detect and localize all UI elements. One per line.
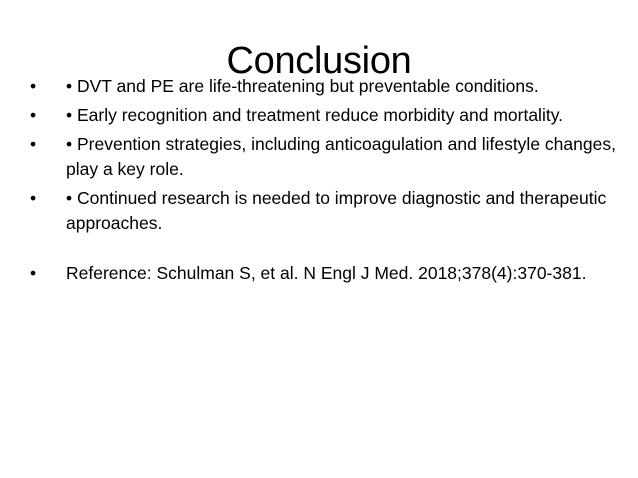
bullet-text: • Prevention strategies, including anticoagulation and lifestyle changes, play a key role.: [66, 134, 616, 179]
reference-item: [30, 261, 620, 286]
bullet-marker: •: [30, 105, 37, 125]
bullet-item: [30, 132, 620, 182]
bullet-list: [30, 74, 620, 290]
bullet-text: • Continued research is needed to improve diagnostic and therapeutic approaches.: [66, 188, 607, 233]
slide-title: Conclusion: [226, 40, 412, 82]
bullet-text: • Early recognition and treatment reduce morbidity and mortality.: [66, 105, 564, 125]
reference-text: Reference: Schulman S, et al. N Engl J Med. 2018;378(4):370-381.: [66, 263, 587, 283]
bullet-item: [30, 186, 620, 236]
bullet-item: [30, 103, 620, 128]
bullet-marker: •: [30, 134, 37, 154]
bullet-marker: •: [30, 76, 37, 96]
bullet-marker: •: [30, 188, 37, 208]
bullet-marker: •: [30, 263, 37, 283]
bullet-text: • DVT and PE are life-threatening but preventable conditions.: [66, 76, 539, 96]
